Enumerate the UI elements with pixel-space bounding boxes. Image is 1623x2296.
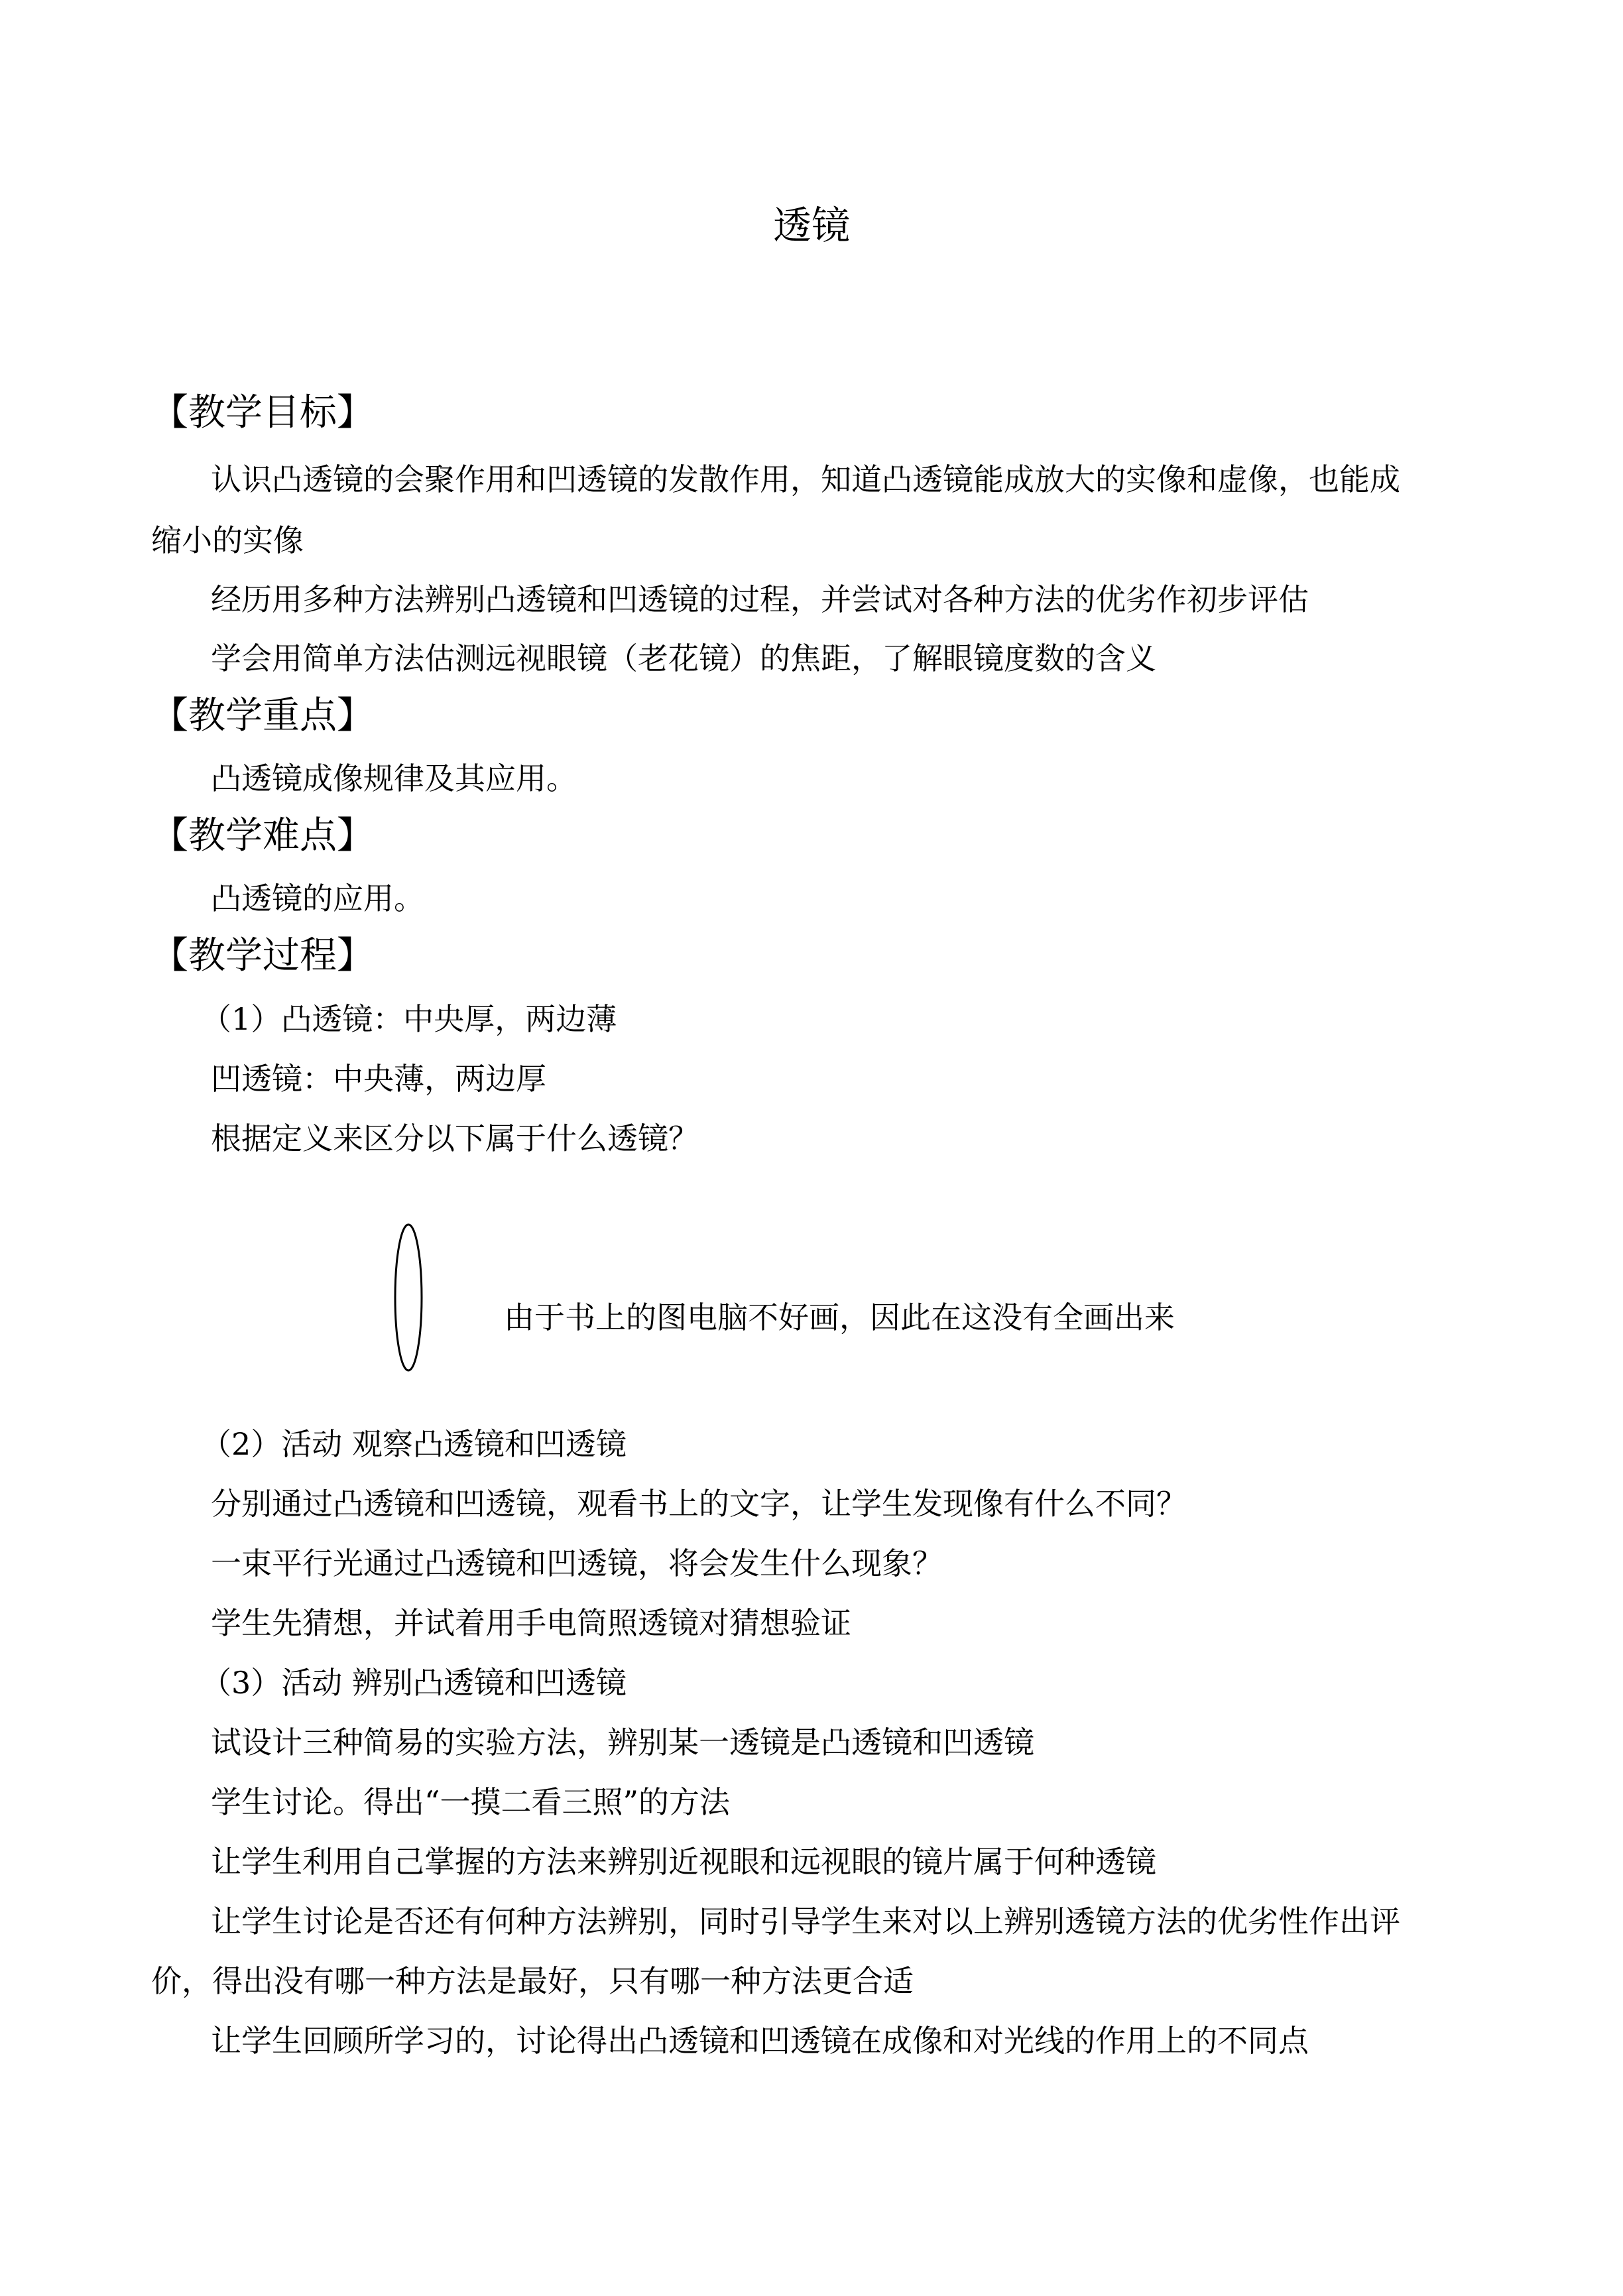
lens-outline xyxy=(395,1225,422,1370)
objectives-line-4: 学会用简单方法估测远视眼镜（老花镜）的焦距，了解眼镜度数的含义 xyxy=(211,640,1156,676)
process-line-5: （2）活动 观察凸透镜和凹透镜 xyxy=(201,1426,627,1462)
section-heading-objectives: 【教学目标】 xyxy=(151,391,374,434)
key-points-line-1: 凸透镜成像规律及其应用。 xyxy=(211,760,577,796)
objectives-line-2: 缩小的实像 xyxy=(151,522,304,558)
difficulties-line-1: 凸透镜的应用。 xyxy=(211,880,424,916)
process-line-15: 让学生回顾所学习的，讨论得出凸透镜和凹透镜在成像和对光线的作用上的不同点 xyxy=(211,2023,1309,2059)
objectives-line-1: 认识凸透镜的会聚作用和凹透镜的发散作用，知道凸透镜能成放大的实像和虚像，也能成 xyxy=(211,461,1400,497)
process-line-9: （3）活动 辨别凸透镜和凹透镜 xyxy=(201,1665,627,1701)
objectives-line-3: 经历用多种方法辨别凸透镜和凹透镜的过程，并尝试对各种方法的优劣作初步评估 xyxy=(211,581,1309,617)
process-line-7: 一束平行光通过凸透镜和凹透镜，将会发生什么现象？ xyxy=(211,1545,943,1581)
convex-lens-figure xyxy=(392,1221,424,1374)
process-line-11: 学生讨论。得出“一摸二看三照”的方法 xyxy=(211,1784,731,1820)
process-line-2: 凹透镜：中央薄，两边厚 xyxy=(211,1061,546,1097)
section-heading-key-points: 【教学重点】 xyxy=(151,694,374,737)
process-line-1: （1）凸透镜：中央厚，两边薄 xyxy=(201,1001,617,1037)
process-line-14: 价，得出没有哪一种方法是最好，只有哪一种方法更合适 xyxy=(151,1963,914,1999)
page-title: 透镜 xyxy=(772,203,850,248)
process-line-13: 让学生讨论是否还有何种方法辨别，同时引导学生来对以上辨别透镜方法的优劣性作出评 xyxy=(211,1903,1400,1939)
process-line-8: 学生先猜想，并试着用手电筒照透镜对猜想验证 xyxy=(211,1605,851,1641)
process-line-10: 试设计三种简易的实验方法，辨别某一透镜是凸透镜和凹透镜 xyxy=(211,1724,1034,1760)
section-heading-process: 【教学过程】 xyxy=(151,934,374,977)
section-heading-difficulties: 【教学难点】 xyxy=(151,814,374,857)
figure-note: 由于书上的图电脑不好画，因此在这没有全画出来 xyxy=(504,1299,1175,1335)
process-line-3: 根据定义来区分以下属于什么透镜？ xyxy=(211,1120,699,1156)
process-line-12: 让学生利用自己掌握的方法来辨别近视眼和远视眼的镜片属于何种透镜 xyxy=(211,1844,1156,1880)
process-line-6: 分别通过凸透镜和凹透镜，观看书上的文字，让学生发现像有什么不同？ xyxy=(211,1486,1187,1522)
